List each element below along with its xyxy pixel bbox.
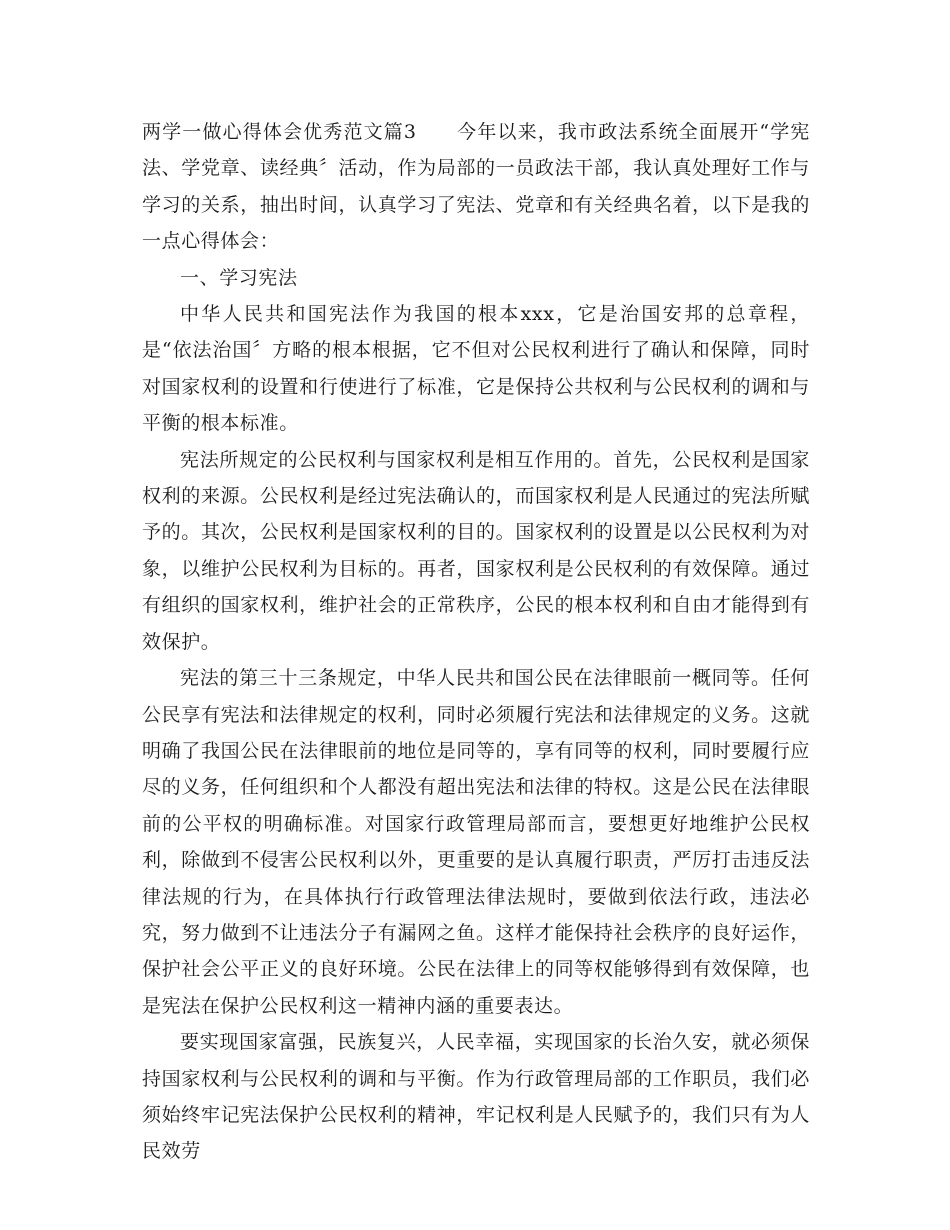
opening-paragraph (142, 114, 810, 260)
paragraph-article-33: 宪法的第三十三条规定，中华人民共和国公民在法律眼前一概同等。任何公民享有宪法和法律规定的权利，同时必须履行宪法和法律规定的义务。这就明确了我国公民在法律眼前的地位是同等的，享有同等的权利，同时要履行应尽的义务，任何组织和个人都没有超出宪法和法律的特权。这是公民在法律眼前的公平权的明确标准。对国家行政管理局部而言，要想更好地维护公民权利，除做到不侵害公民权利以外，更重要的是认真履行职责，严厉打击违反法律法规的行为，在具体执行行政管理法律法规时，要做到依法行政，违法必究，努力做到不让违法分子有漏网之鱼。这样才能保持社会秩序的良好运作，保护社会公平正义的良好环境。公民在法律上的同等权能够得到有效保障，也是宪法在保护公民权利这一精神内涵的重要表达。 (142, 667, 810, 1017)
document-title: 两学一做心得体会优秀范文篇3 (142, 121, 417, 143)
paragraph-constitution-overview: 中华人民共和国宪法作为我国的根本xxx，它是治国安邦的总章程，是“依法治国〞方略的根本根据，它不但对公民权利进行了确认和保障，同时对国家权利的设置和行使进行了标准，它是保持公共权利与公民权利的调和与平衡的根本标准。 (142, 303, 810, 435)
paragraph-rights-interaction: 宪法所规定的公民权利与国家权利是相互作用的。首先，公民权利是国家权利的来源。公民权利是经过宪法确认的，而国家权利是人民通过的宪法所赋予的。其次，公民权利是国家权利的目的。国家权利的设置是以公民权利为对象，以维护公民权利为目标的。再者，国家权利是公民权利的有效保障。通过有组织的国家权利，维护社会的正常秩序，公民的根本权利和自由才能得到有效保护。 (142, 448, 810, 653)
section-heading: 一、学习宪法 (180, 266, 298, 289)
intro-text: 今年以来，我市政法系统全面展开“学宪法、学党章、读经典〞活动，作为局部的一员政法干部，我认真处理好工作与学习的关系，抽出时间，认真学习了宪法、党章和有关经典名着，以下是我的一点心得体会： (142, 121, 811, 253)
paragraph-national-prosperity: 要实现国家富强，民族复兴，人民幸福，实现国家的长治久安，就必须保持国家权利与公民权利的调和与平衡。作为行政管理局部的工作职员，我们必须始终牢记宪法保护公民权利的精神，牢记权利是人民赋予的，我们只有为人民效劳 (142, 1031, 810, 1163)
document-body (142, 114, 810, 1170)
